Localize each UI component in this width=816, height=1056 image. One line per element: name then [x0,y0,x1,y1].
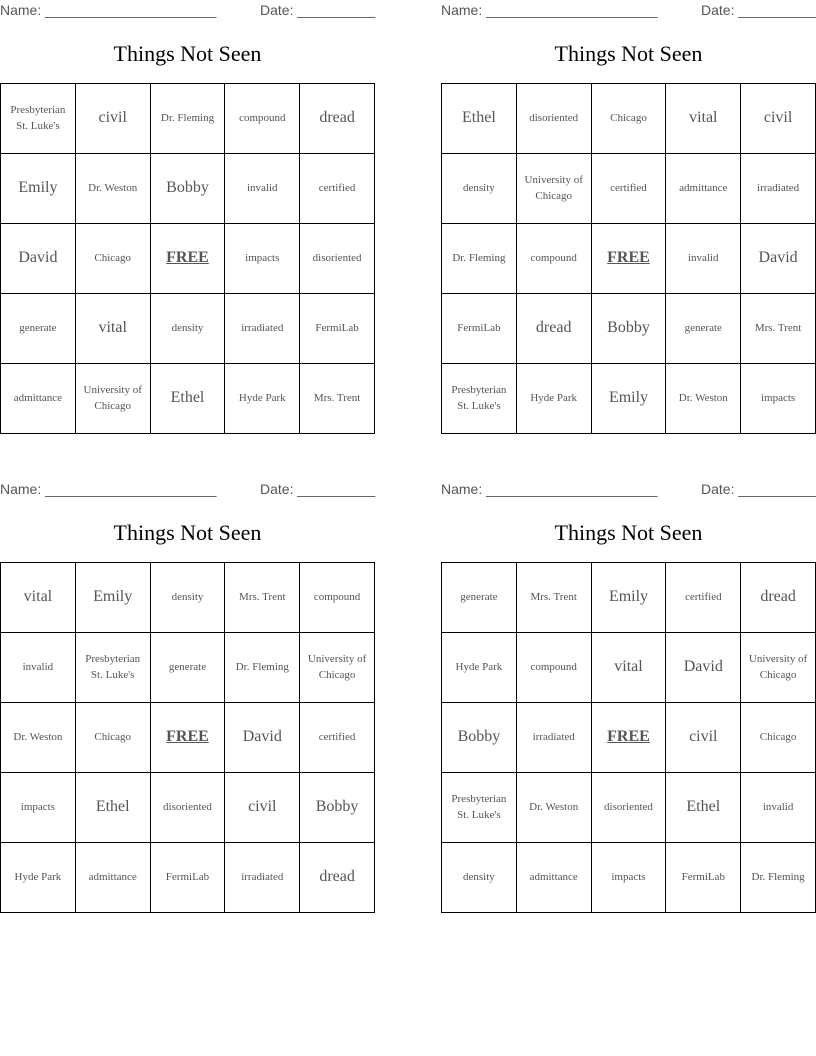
bingo-cell: University of Chicago [76,364,151,434]
bingo-cell: invalid [666,224,741,294]
bingo-cell: University of Chicago [517,154,592,224]
card-header [0,481,375,499]
bingo-cell: Ethel [151,364,226,434]
bingo-cell: Ethel [442,84,517,154]
card-title: Things Not Seen [554,41,703,66]
bingo-cell: Bobby [592,294,667,364]
bingo-cell: Dr. Weston [666,364,741,434]
bingo-cell: disoriented [592,773,667,843]
date-field: Date: __________ [701,481,816,497]
bingo-cell: FermiLab [666,843,741,913]
bingo-cell: Ethel [76,773,151,843]
bingo-cell: Dr. Fleming [225,633,300,703]
bingo-cell: density [151,294,226,364]
bingo-cell: generate [151,633,226,703]
bingo-cell: Presbyterian St. Luke's [442,364,517,434]
bingo-cell: Dr. Fleming [741,843,816,913]
name-field: Name: ______________________ [441,481,658,497]
bingo-cell: vital [76,294,151,364]
bingo-cell: civil [666,703,741,773]
bingo-cell: density [151,563,226,633]
bingo-cell: certified [592,154,667,224]
date-field: Date: __________ [260,481,376,497]
bingo-cell: Bobby [151,154,226,224]
bingo-cell: Chicago [76,224,151,294]
bingo-cell: Presbyterian St. Luke's [76,633,151,703]
bingo-cell: irradiated [225,843,300,913]
bingo-cell: Hyde Park [517,364,592,434]
bingo-cell: Ethel [666,773,741,843]
bingo-cell: David [225,703,300,773]
bingo-cell: Bobby [300,773,375,843]
bingo-cell: Chicago [76,703,151,773]
name-field: Name: ______________________ [0,481,217,497]
bingo-cell: generate [666,294,741,364]
bingo-cell: Bobby [442,703,517,773]
bingo-cell: impacts [225,224,300,294]
bingo-cell: impacts [592,843,667,913]
bingo-cell: vital [1,563,76,633]
name-field: Name: ______________________ [0,2,217,18]
bingo-cell: generate [442,563,517,633]
bingo-cell: invalid [741,773,816,843]
bingo-cell: Dr. Fleming [151,84,226,154]
bingo-cell: Hyde Park [1,843,76,913]
free-space: FREE [151,224,226,294]
bingo-cell: disoriented [517,84,592,154]
bingo-cell: Emily [76,563,151,633]
bingo-cell: civil [741,84,816,154]
bingo-cell: FermiLab [442,294,517,364]
card-title: Things Not Seen [113,41,262,66]
bingo-cell: compound [300,563,375,633]
bingo-cell: David [666,633,741,703]
bingo-grid [0,562,375,913]
bingo-cell: invalid [1,633,76,703]
bingo-cell: Mrs. Trent [741,294,816,364]
date-field: Date: __________ [260,2,376,18]
bingo-cell: vital [666,84,741,154]
bingo-cell: Chicago [592,84,667,154]
free-space: FREE [151,703,226,773]
bingo-cell: certified [300,703,375,773]
bingo-cell: dread [517,294,592,364]
bingo-cell: Presbyterian St. Luke's [442,773,517,843]
card-title: Things Not Seen [554,520,703,545]
bingo-cell: Mrs. Trent [300,364,375,434]
bingo-grid [441,562,816,913]
bingo-cell: Dr. Weston [517,773,592,843]
bingo-cell: vital [592,633,667,703]
bingo-cell: density [442,154,517,224]
bingo-grid [0,83,375,434]
bingo-cell: University of Chicago [741,633,816,703]
free-space: FREE [592,224,667,294]
bingo-cell: dread [300,843,375,913]
bingo-cell: irradiated [517,703,592,773]
bingo-cell: Chicago [741,703,816,773]
bingo-cell: University of Chicago [300,633,375,703]
bingo-cell: admittance [666,154,741,224]
bingo-cell: admittance [1,364,76,434]
bingo-cell: David [741,224,816,294]
bingo-cell: FermiLab [151,843,226,913]
card-header [441,481,816,499]
bingo-cell: dread [741,563,816,633]
bingo-cell: Mrs. Trent [225,563,300,633]
bingo-cell: compound [517,224,592,294]
bingo-cell: impacts [1,773,76,843]
bingo-cell: Dr. Fleming [442,224,517,294]
name-field: Name: ______________________ [441,2,658,18]
bingo-cell: Emily [592,563,667,633]
free-space: FREE [592,703,667,773]
bingo-cell: density [442,843,517,913]
bingo-cell: FermiLab [300,294,375,364]
bingo-cell: civil [76,84,151,154]
bingo-cell: certified [300,154,375,224]
card-header [0,2,375,20]
bingo-cell: Mrs. Trent [517,563,592,633]
bingo-cell: David [1,224,76,294]
bingo-cell: Hyde Park [225,364,300,434]
bingo-cell: generate [1,294,76,364]
bingo-grid [441,83,816,434]
bingo-cell: Emily [1,154,76,224]
bingo-cell: invalid [225,154,300,224]
bingo-cell: compound [225,84,300,154]
bingo-cell: irradiated [741,154,816,224]
date-field: Date: __________ [701,2,816,18]
bingo-cell: Hyde Park [442,633,517,703]
bingo-cell: Emily [592,364,667,434]
bingo-cell: certified [666,563,741,633]
bingo-cell: Dr. Weston [1,703,76,773]
card-title: Things Not Seen [113,520,262,545]
card-header [441,2,816,20]
bingo-cell: disoriented [151,773,226,843]
bingo-cell: Dr. Weston [76,154,151,224]
bingo-cell: impacts [741,364,816,434]
bingo-cell: dread [300,84,375,154]
bingo-cell: admittance [517,843,592,913]
bingo-cell: compound [517,633,592,703]
bingo-cell: civil [225,773,300,843]
bingo-cell: admittance [76,843,151,913]
bingo-cell: Presbyterian St. Luke's [1,84,76,154]
bingo-cell: disoriented [300,224,375,294]
bingo-cell: irradiated [225,294,300,364]
